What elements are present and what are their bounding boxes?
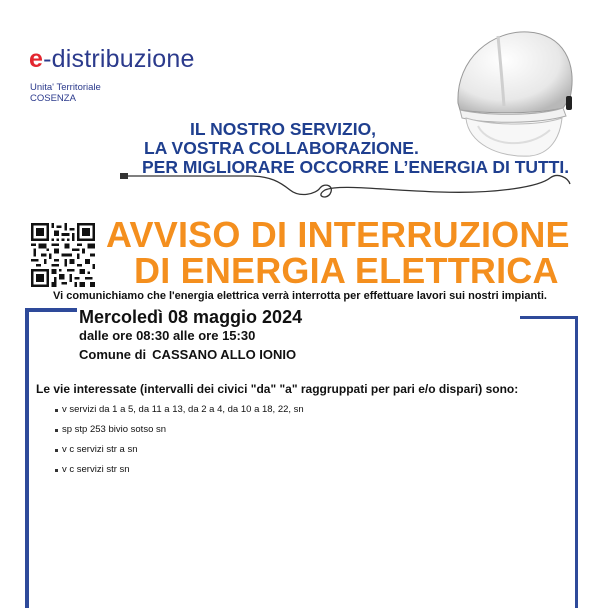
outage-comune [79, 347, 296, 362]
logo-text: -distribuzione [43, 45, 195, 73]
bullet-icon [55, 409, 58, 412]
bullet-icon [55, 429, 58, 432]
comune-name: CASSANO ALLO IONIO [152, 347, 297, 362]
unit-label [30, 82, 101, 104]
slogan-line-2: LA VOSTRA COLLABORAZIONE. [144, 138, 419, 158]
unit-line-2: COSENZA [30, 93, 76, 104]
streets-list [55, 400, 304, 480]
street-text: sp stp 253 bivio sotso sn [62, 424, 167, 435]
qr-code-icon [31, 223, 95, 287]
list-item [55, 460, 304, 480]
frame-top-border [27, 308, 77, 312]
frame-left-border [25, 308, 29, 608]
intro-text: Vi comunichiamo che l'energia elettrica verrà interrotta per effettuare lavori sui nostri impianti. [53, 290, 547, 302]
e-distribuzione-logo [29, 47, 195, 72]
frame-top-right-border [520, 316, 578, 319]
bullet-icon [55, 469, 58, 472]
outage-date: Mercoledì 08 maggio 2024 [79, 307, 303, 327]
slogan-line-3: PER MIGLIORARE OCCORRE L’ENERGIA DI TUTTI. [142, 157, 570, 177]
outage-time: dalle ore 08:30 alle ore 15:30 [79, 328, 256, 343]
unit-line-1: Unita' Territoriale [30, 82, 101, 93]
street-text: v c servizi str sn [62, 464, 130, 475]
comune-label: Comune di [79, 347, 147, 362]
logo-prefix: e [29, 45, 44, 73]
bullet-icon [55, 449, 58, 452]
frame-right-border [575, 318, 578, 608]
title-line-2: DI ENERGIA ELETTRICA [134, 250, 559, 291]
title-line-1: AVVISO DI INTERRUZIONE [106, 214, 570, 255]
list-item [55, 440, 304, 460]
plug-icon [120, 168, 580, 208]
streets-heading: Le vie interessate (intervalli dei civici "da" "a" raggruppati per pari e/o dispari) sono: [36, 382, 519, 396]
street-text: v servizi da 1 a 5, da 11 a 13, da 2 a 4, da 10 a 18, 22, sn [62, 404, 304, 415]
notice-title [106, 214, 570, 291]
street-text: v c servizi str a sn [62, 444, 138, 455]
slogan-line-1: IL NOSTRO SERVIZIO, [190, 119, 377, 139]
list-item [55, 420, 304, 440]
list-item [55, 400, 304, 420]
